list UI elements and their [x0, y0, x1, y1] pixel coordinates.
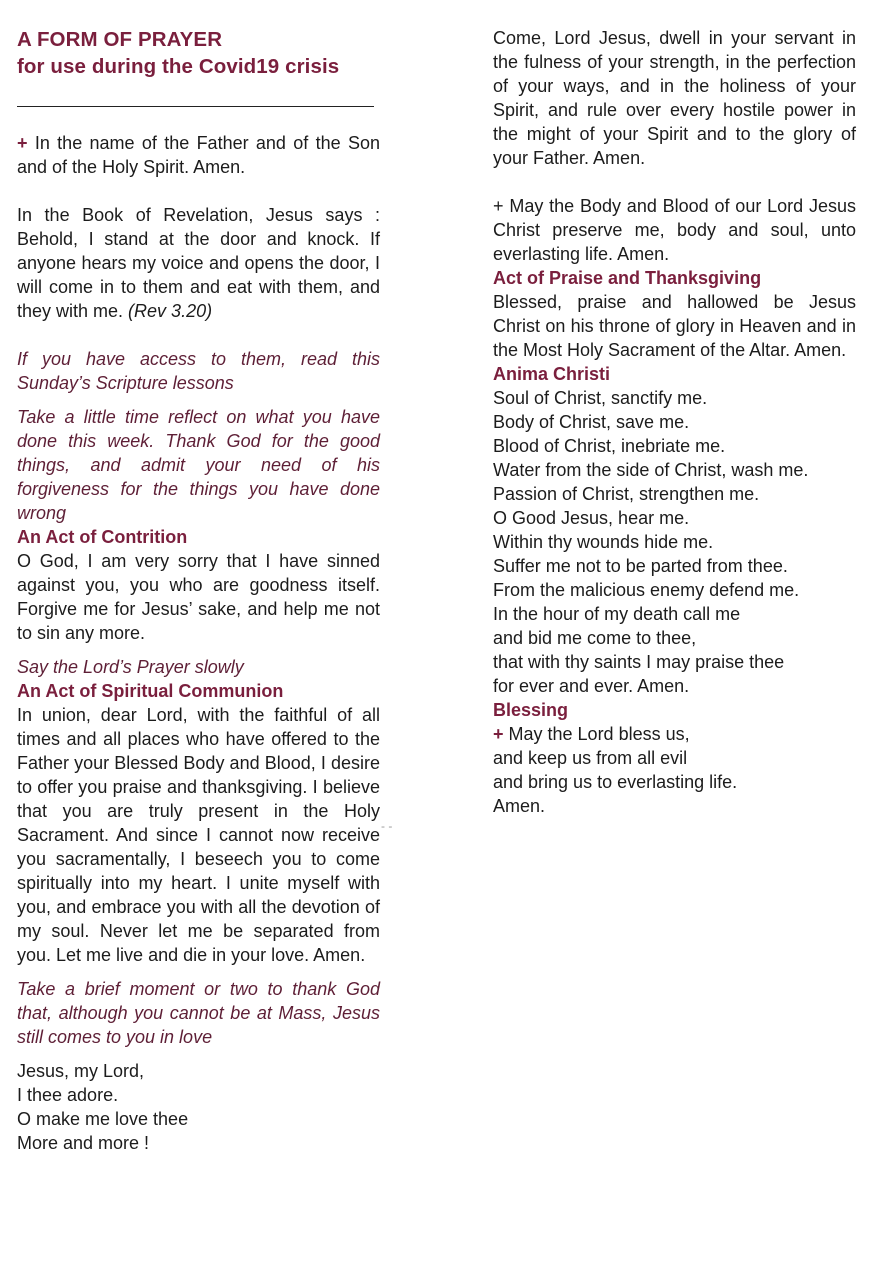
- short-prayer-line: More and more !: [17, 1133, 150, 1153]
- contrition-heading: An Act of Contrition: [17, 527, 188, 547]
- spiritual-communion-text: In union, dear Lord, with the faithful of all times and all places who have offered to the Father your Blessed Body and Blood, I desire to offer you praise and thanksgiving. I believe that you are truly present in the Holy Sacrament. And since I cannot now receive you sacramentally, I beseech you to come spiritually into my heart. I unite myself with you, and embrace you with all the devotion of my soul. Never let me be separated from you. Let me live and die in your love. Amen.: [17, 705, 380, 965]
- blessing-line: and keep us from all evil: [493, 748, 688, 768]
- anima-line: for ever and ever. Amen.: [493, 676, 690, 696]
- anima-line: In the hour of my death call me: [493, 604, 741, 624]
- anima-line: Within thy wounds hide me.: [493, 532, 714, 552]
- instruction-thank: Take a brief moment or two to thank God that, although you cannot be at Mass, Jesus still comes to you in love: [17, 979, 380, 1047]
- blessing-line: Amen.: [493, 796, 546, 816]
- anima-line: Water from the side of Christ, wash me.: [493, 460, 809, 480]
- title-divider: [17, 106, 374, 107]
- body-blood-prayer: [493, 194, 856, 266]
- instruction-lords-prayer: Say the Lord’s Prayer slowly: [17, 657, 244, 677]
- title-line-1: A FORM OF PRAYER: [17, 28, 223, 51]
- blessing-line: and bring us to everlasting life.: [493, 772, 738, 792]
- cross-symbol: +: [17, 133, 28, 153]
- revelation-text: In the Book of Revelation, Jesus says : Behold, I stand at the door and knock. If anyone hears my voice and opens the door, I will come in to them and eat with them, and they with me.: [17, 205, 380, 321]
- instruction-scripture: If you have access to them, read this Sunday’s Scripture lessons: [17, 349, 380, 393]
- cross-symbol: +: [493, 196, 504, 216]
- instruction-reflect: Take a little time reflect on what you have done this week. Thank God for the good things, and admit your need of his forgiveness for the things you have done wrong: [17, 407, 380, 523]
- blessing-text: [493, 722, 856, 818]
- opening-text: In the name of the Father and of the Son and of the Holy Spirit. Amen.: [17, 133, 380, 177]
- anima-line: Suffer me not to be parted from thee.: [493, 556, 788, 576]
- anima-line: From the malicious enemy defend me.: [493, 580, 800, 600]
- anima-line: Body of Christ, save me.: [493, 412, 690, 432]
- revelation-paragraph: [17, 203, 380, 323]
- short-prayer: [17, 1059, 380, 1155]
- come-lord-jesus-prayer: Come, Lord Jesus, dwell in your servant in the fulness of your strength, in the perfection of your ways, and in the holiness of your Spirit, and rule over every hostile power in the might of your Spirit and to the glory of your Father. Amen.: [493, 28, 856, 168]
- anima-line: O Good Jesus, hear me.: [493, 508, 690, 528]
- anima-christi-heading: Anima Christi: [493, 364, 611, 384]
- blessing-line-text: May the Lord bless us,: [503, 724, 690, 744]
- scan-mark: ‐ ‐: [381, 819, 393, 833]
- opening-invocation: [17, 131, 380, 179]
- short-prayer-line: O make me love thee: [17, 1109, 189, 1129]
- revelation-reference: (Rev 3.20): [128, 301, 213, 321]
- anima-line: that with thy saints I may praise thee: [493, 652, 785, 672]
- cross-symbol: +: [493, 724, 504, 744]
- blessing-heading: Blessing: [493, 700, 569, 720]
- praise-heading: Act of Praise and Thanksgiving: [493, 268, 762, 288]
- anima-christi-prayer: [493, 386, 856, 698]
- left-column: [17, 26, 380, 1155]
- anima-line: and bid me come to thee,: [493, 628, 697, 648]
- anima-line: Passion of Christ, strengthen me.: [493, 484, 760, 504]
- blessing-line: [493, 722, 856, 746]
- spiritual-communion-heading: An Act of Spiritual Communion: [17, 681, 284, 701]
- right-column: [493, 26, 856, 818]
- body-blood-text: May the Body and Blood of our Lord Jesus Christ preserve me, body and soul, unto everlasting life. Amen.: [493, 196, 856, 264]
- document-title: [17, 26, 380, 80]
- praise-text: Blessed, praise and hallowed be Jesus Christ on his throne of glory in Heaven and in the Most Holy Sacrament of the Altar. Amen.: [493, 292, 856, 360]
- title-line-2: for use during the Covid19 crisis: [17, 55, 340, 78]
- short-prayer-line: Jesus, my Lord,: [17, 1061, 145, 1081]
- contrition-text: O God, I am very sorry that I have sinned against you, you who are goodness itself. Forgive me for Jesus’ sake, and help me not to sin any more.: [17, 551, 380, 643]
- short-prayer-line: I thee adore.: [17, 1085, 119, 1105]
- anima-line: Soul of Christ, sanctify me.: [493, 388, 708, 408]
- anima-line: Blood of Christ, inebriate me.: [493, 436, 726, 456]
